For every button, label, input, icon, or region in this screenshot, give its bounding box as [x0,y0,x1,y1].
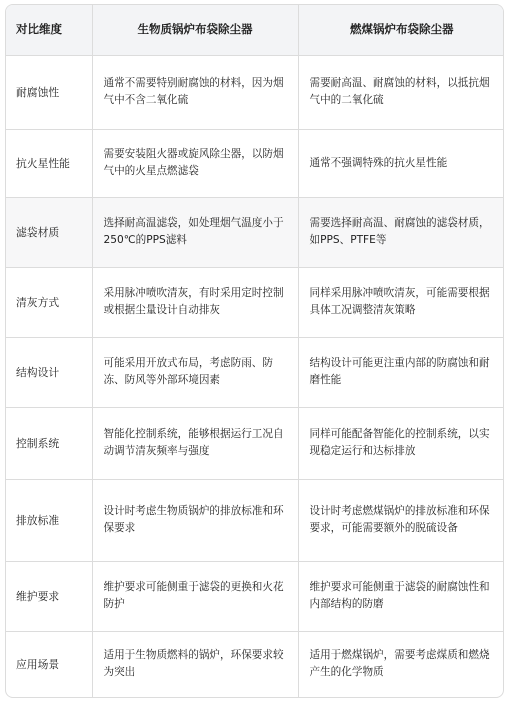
table-row [6,407,504,479]
row-dimension: 排放标准 [6,479,92,561]
table-row [6,267,504,337]
row-coal-cell: 设计时考虑燃煤锅炉的排放标准和环保要求，可能需要额外的脱硫设备 [298,479,504,561]
row-biomass-cell: 采用脉冲喷吹清灰，有时采用定时控制或根据尘量设计自动排灰 [92,267,298,337]
row-biomass-cell: 维护要求可能侧重于滤袋的更换和火花防护 [92,561,298,631]
header-biomass: 生物质锅炉布袋除尘器 [92,5,298,55]
row-dimension: 清灰方式 [6,267,92,337]
row-biomass-cell: 需要安装阻火器或旋风除尘器，以防烟气中的火星点燃滤袋 [92,129,298,197]
row-coal-cell: 结构设计可能更注重内部的防腐蚀和耐磨性能 [298,337,504,407]
comparison-table [6,5,504,697]
row-biomass-cell: 适用于生物质燃料的锅炉，环保要求较为突出 [92,631,298,697]
table-row [6,561,504,631]
header-coal: 燃煤锅炉布袋除尘器 [298,5,504,55]
header-dimension: 对比维度 [6,5,92,55]
row-biomass-cell: 可能采用开放式布局，考虑防雨、防冻、防风等外部环境因素 [92,337,298,407]
row-biomass-cell: 选择耐高温滤袋，如处理烟气温度小于250℃的PPS滤料 [92,197,298,267]
comparison-table-container [5,4,504,698]
table-header-row [6,5,504,55]
row-dimension: 维护要求 [6,561,92,631]
row-coal-cell: 通常不强调特殊的抗火星性能 [298,129,504,197]
table-row [6,55,504,129]
row-dimension: 结构设计 [6,337,92,407]
table-row [6,479,504,561]
row-coal-cell: 维护要求可能侧重于滤袋的耐腐蚀性和内部结构的防磨 [298,561,504,631]
table-row [6,129,504,197]
row-coal-cell: 同样可能配备智能化的控制系统，以实现稳定运行和达标排放 [298,407,504,479]
row-coal-cell: 需要选择耐高温、耐腐蚀的滤袋材质，如PPS、PTFE等 [298,197,504,267]
row-coal-cell: 需要耐高温、耐腐蚀的材料，以抵抗烟气中的二氧化硫 [298,55,504,129]
row-biomass-cell: 智能化控制系统，能够根据运行工况自动调节清灰频率与强度 [92,407,298,479]
row-biomass-cell: 设计时考虑生物质锅炉的排放标准和环保要求 [92,479,298,561]
row-dimension: 应用场景 [6,631,92,697]
row-biomass-cell: 通常不需要特别耐腐蚀的材料，因为烟气中不含二氧化硫 [92,55,298,129]
row-dimension: 滤袋材质 [6,197,92,267]
table-row [6,631,504,697]
row-dimension: 耐腐蚀性 [6,55,92,129]
row-coal-cell: 适用于燃煤锅炉，需要考虑煤质和燃烧产生的化学物质 [309,649,490,679]
row-dimension: 控制系统 [6,407,92,479]
row-dimension: 抗火星性能 [6,129,92,197]
row-coal-cell: 同样采用脉冲喷吹清灰，可能需要根据具体工况调整清灰策略 [298,267,504,337]
table-row [6,337,504,407]
table-row [6,197,504,267]
